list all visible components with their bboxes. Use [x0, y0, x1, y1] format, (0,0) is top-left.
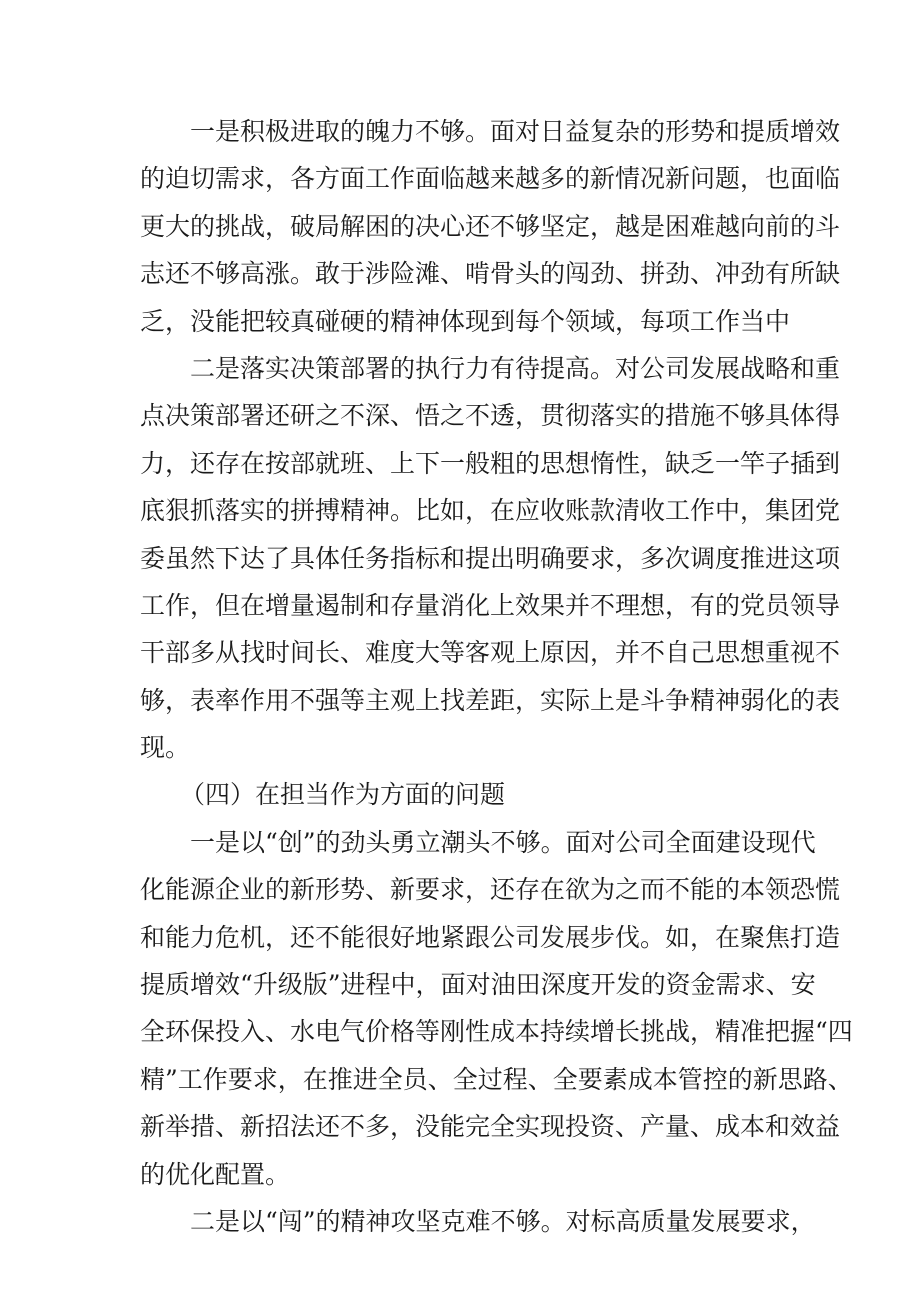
paragraph-line: 一是积极进取的魄力不够。面对日益复杂的形势和提质增效	[190, 117, 841, 146]
paragraph-line: 力，还存在按部就班、上下一般粗的思想惰性，缺乏一竿子插到	[140, 448, 841, 478]
section-heading: （四）在担当作为方面的问题	[180, 780, 506, 810]
paragraph-line: 提质增效“升级版”进程中，面对油田深度开发的资金需求、安	[140, 970, 816, 1000]
paragraph-line: 二是落实决策部署的执行力有待提高。对公司发展战略和重	[190, 353, 841, 383]
paragraph-line: 精”工作要求，在推进全员、全过程、全要素成本管控的新思路、	[140, 1064, 853, 1094]
paragraph-line: 全环保投入、水电气价格等刚性成本持续增长挑战，精准把握“四	[140, 1017, 853, 1047]
paragraph-line: 的优化配置。	[140, 1159, 291, 1189]
paragraph-line: 的迫切需求，各方面工作面临越来越多的新情况新问题，也面临	[140, 164, 841, 194]
paragraph-line: 点决策部署还研之不深、悟之不透，贯彻落实的措施不够具体得	[140, 401, 841, 431]
paragraph-line: 工作，但在增量遏制和存量消化上效果并不理想，有的党员领导	[140, 590, 841, 620]
paragraph-line: 一是以“创”的劲头勇立潮头不够。面对公司全面建设现代	[190, 827, 816, 857]
paragraph-line: 干部多从找时间长、难度大等客观上原因，并不自己思想重视不	[140, 638, 841, 668]
paragraph-line: 乏，没能把较真碰硬的精神体现到每个领域，每项工作当中	[140, 306, 791, 336]
paragraph-line: 委虽然下达了具体任务指标和提出明确要求，多次调度推进这项	[140, 543, 841, 573]
document-body	[140, 108, 853, 1245]
paragraph-line: 更大的挑战，破局解困的决心还不够坚定，越是困难越向前的斗	[140, 211, 841, 241]
paragraph-line: 新举措、新招法还不多，没能完全实现投资、产量、成本和效益	[140, 1112, 841, 1142]
paragraph-line: 现。	[140, 733, 191, 763]
paragraph-line: 化能源企业的新形势、新要求，还存在欲为之而不能的本领恐慌	[140, 875, 841, 905]
paragraph-line: 二是以“闯”的精神攻坚克难不够。对标高质量发展要求，	[190, 1206, 816, 1236]
paragraph-line: 够，表率作用不强等主观上找差距，实际上是斗争精神弱化的表	[140, 685, 841, 715]
paragraph-line: 底狠抓落实的拼搏精神。比如，在应收账款清收工作中，集团党	[140, 496, 841, 526]
paragraph-line: 和能力危机，还不能很好地紧跟公司发展步伐。如，在聚焦打造	[140, 922, 841, 952]
paragraph-line: 志还不够高涨。敢于涉险滩、啃骨头的闯劲、拼劲、冲劲有所缺	[140, 259, 841, 289]
